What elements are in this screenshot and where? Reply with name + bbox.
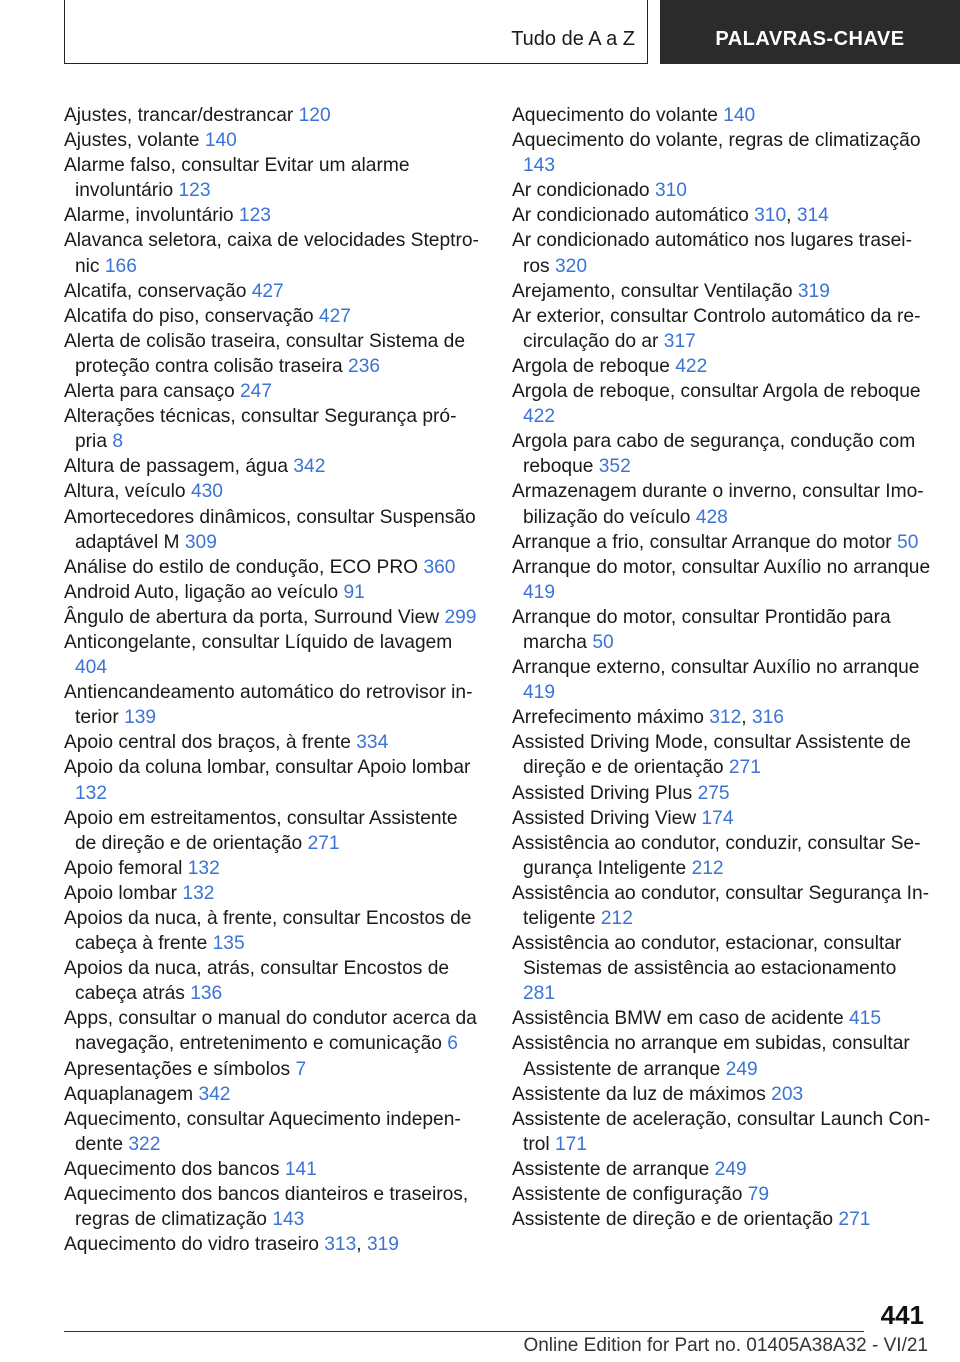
page-reference-link[interactable]: 6 (447, 1033, 458, 1055)
index-entry-text: Apoios da nuca, atrás, consultar Encostos de cabeça atrás (64, 958, 450, 1005)
index-entry-text: Assisted Driving Mode, consultar Assistente de direção e de orientação (512, 732, 911, 779)
page-reference-link[interactable]: 8 (112, 431, 124, 453)
index-entry (512, 655, 932, 705)
index-entry (64, 279, 479, 304)
index-entry-text: Assisted Driving View (512, 807, 697, 829)
index-entry-text: Ajustes, trancar/destrancar (64, 105, 294, 126)
index-entry-text: Assistência no arranque em subidas, consultar Assistente de arranque (512, 1033, 910, 1080)
index-entry (512, 806, 932, 831)
index-entry (64, 203, 479, 228)
index-entry-text: Apoios da nuca, à frente, consultar Encostos de cabeça à frente (64, 908, 472, 955)
index-entry (512, 379, 932, 429)
index-entry (64, 454, 479, 479)
page-reference-link[interactable]: 430 (190, 481, 223, 503)
page-reference-link[interactable]: 342 (293, 456, 326, 478)
index-entry (64, 1082, 479, 1107)
page-reference-link[interactable]: 316 (751, 707, 784, 729)
index-entry-text: Apoio em estreitamentos, consultar Assistente de direção e de orientação (64, 807, 458, 854)
index-entry (512, 1182, 932, 1207)
page-reference-link[interactable]: 404 (75, 657, 108, 679)
page-reference-link[interactable]: 422 (675, 355, 708, 377)
page-reference-link[interactable]: 360 (423, 556, 456, 578)
index-entry-text: Análise do estilo de condução, ECO PRO (64, 556, 419, 578)
index-entry-text: Apoio da coluna lombar, consultar Apoio lombar (64, 757, 471, 779)
page-reference-link[interactable]: 322 (128, 1133, 161, 1155)
page-reference-link[interactable]: 140 (204, 130, 237, 152)
index-entry-text: Assistência ao condutor, conduzir, consultar Segurança Inteligente (512, 832, 921, 879)
index-entry-text: Argola para cabo de segurança, condução com reboque (512, 431, 916, 478)
page-reference-link[interactable]: 132 (187, 857, 220, 879)
page-reference-link[interactable]: 132 (182, 882, 215, 904)
page-reference-link[interactable]: 281 (523, 983, 556, 1005)
page-reference-link[interactable]: 174 (701, 807, 734, 829)
index-entry-text: Amortecedores dinâmicos, consultar Suspensão adaptável M (64, 506, 476, 553)
page-reference-link[interactable]: 419 (523, 682, 556, 704)
header-chapter-box (64, 0, 648, 64)
index-entry (64, 680, 479, 730)
page-reference-link[interactable]: 123 (238, 205, 271, 227)
index-entry-text: Alavanca seletora, caixa de velocidades Steptronic (64, 230, 479, 277)
index-entry (512, 555, 932, 605)
index-entry-text: Armazenagem durante o inverno, consultar Imobilização do veículo (512, 481, 924, 528)
index-entry (64, 404, 479, 454)
index-entry-text: Aquecimento do volante (512, 105, 718, 126)
index-entry (512, 429, 932, 479)
index-entry (64, 605, 479, 630)
index-entry (64, 304, 479, 329)
footer-divider (64, 1331, 864, 1332)
index-entry-text: Argola de reboque, consultar Argola de reboque (512, 381, 921, 403)
header-section-tab (660, 0, 960, 64)
index-entry (512, 831, 932, 881)
index-entry (64, 856, 479, 881)
index-entry-text: Apoio central dos braços, à frente (64, 732, 351, 754)
page-reference-link[interactable]: 352 (598, 456, 631, 478)
index-entry (512, 178, 932, 203)
page-reference-link[interactable]: 271 (307, 832, 340, 854)
page-reference-link[interactable]: 275 (697, 782, 730, 804)
index-entry-text: Assisted Driving Plus (512, 782, 693, 804)
index-entry-text: Alarme, involuntário (64, 205, 234, 227)
index-entry-text: Alerta para cansaço (64, 381, 235, 403)
index-entry-text: Arranque do motor, consultar Prontidão para marcha (512, 606, 891, 653)
page-reference-link[interactable]: 140 (723, 105, 756, 126)
page-reference-link[interactable]: 317 (663, 330, 696, 352)
page-reference-link[interactable]: 422 (523, 406, 556, 428)
page-reference-link[interactable]: 427 (318, 305, 351, 327)
page-reference-link[interactable]: 120 (298, 105, 331, 126)
index-entry (64, 329, 479, 379)
page-reference-link[interactable]: 314 (796, 205, 829, 227)
page-reference-link[interactable]: 334 (356, 732, 389, 754)
page-reference-link[interactable]: 136 (190, 983, 223, 1005)
index-entry (64, 1182, 479, 1232)
page-reference-link[interactable]: 319 (797, 280, 830, 302)
section-title: PALAVRAS-CHAVE (715, 28, 905, 50)
page-reference-link[interactable]: 415 (849, 1008, 882, 1030)
index-entry-text: Alcatifa do piso, conservação (64, 305, 314, 327)
page-reference-link[interactable]: 310 (754, 205, 787, 227)
index-entry (64, 1057, 479, 1082)
index-entry-text: Alcatifa, conservação (64, 280, 247, 302)
index-entry (64, 103, 479, 128)
page-reference-link[interactable]: 91 (343, 581, 365, 603)
index-entry (64, 580, 479, 605)
page-reference-link[interactable]: 312 (709, 707, 742, 729)
index-entry (64, 379, 479, 404)
index-entry-text: Ângulo de abertura da porta, Surround View (64, 606, 440, 628)
index-entry-text: Assistência ao condutor, estacionar, consultar Sistemas de assistência ao estacionamento (512, 933, 902, 980)
index-entry (64, 755, 479, 805)
index-entry (64, 555, 479, 580)
index-entry-text: Alarme falso, consultar Evitar um alarme involuntário (64, 155, 410, 202)
page-reference-link[interactable]: 320 (555, 255, 588, 277)
index-entry: Arrefecimento máximo 312, 316 (512, 707, 784, 729)
index-entry: Aquecimento do vidro traseiro 313, 319 (64, 1234, 399, 1256)
page-number: 441 (880, 1300, 924, 1330)
index-entry-text: Aquecimento, consultar Aquecimento independente (64, 1108, 461, 1155)
page-reference-link[interactable]: 50 (897, 531, 919, 553)
index-entry-text: Altura, veículo (64, 481, 186, 503)
footer-edition-text: Online Edition for Part no. 01405A38A32 - VI/21 (523, 1335, 928, 1356)
page-reference-link[interactable]: 299 (444, 606, 477, 628)
page-reference-link[interactable]: 143 (523, 155, 556, 177)
index-entry-text: Aquecimento do vidro traseiro (64, 1234, 319, 1256)
index-entry-text: Assistente de arranque (512, 1158, 710, 1180)
page-reference-link[interactable]: 247 (240, 381, 273, 403)
page-reference-link[interactable]: 271 (728, 757, 761, 779)
index-entry-text: Apoio lombar (64, 882, 178, 904)
index-entry-text: Aquecimento dos bancos (64, 1158, 280, 1180)
index-entry (64, 630, 479, 680)
index-entry (64, 956, 479, 1006)
index-entry (64, 906, 479, 956)
index-entry (512, 1031, 932, 1081)
index-entry (64, 479, 479, 504)
index-entry (64, 128, 479, 153)
index-entry (512, 730, 932, 780)
index-entry-text: Aquaplanagem (64, 1083, 194, 1105)
page-reference-link[interactable]: 310 (654, 180, 687, 202)
index-entry-text: Alterações técnicas, consultar Segurança própria (64, 406, 457, 453)
page-reference-link[interactable]: 419 (523, 581, 556, 603)
index-entry-text: Assistente da luz de máximos (512, 1083, 766, 1105)
index-entry (64, 730, 479, 755)
index-column-left (64, 103, 479, 1257)
index-entry (64, 881, 479, 906)
index-entry (512, 1157, 932, 1182)
index-entry-text: Altura de passagem, água (64, 456, 289, 478)
index-entry (512, 1107, 932, 1157)
index-entry (512, 881, 932, 931)
index-entry (64, 228, 479, 278)
index-entry (64, 1107, 479, 1157)
index-entry-text: Android Auto, ligação ao veículo (64, 581, 339, 603)
index-entry (512, 103, 932, 128)
index-entry-text: Arejamento, consultar Ventilação (512, 280, 793, 302)
chapter-title: Tudo de A a Z (511, 28, 635, 50)
index-column-right (512, 103, 932, 1232)
index-entry-text: Assistente de aceleração, consultar Launch Control (512, 1108, 931, 1155)
index-entry (512, 228, 932, 278)
page-reference-link[interactable]: 143 (272, 1209, 305, 1231)
index-entry-text: Alerta de colisão traseira, consultar Sistema de proteção contra colisão traseira (64, 330, 465, 377)
index-entry-text: Aquecimento dos bancos dianteiros e traseiros, regras de climatização (64, 1184, 469, 1231)
index-entry (512, 354, 932, 379)
index-entry-text: Ajustes, volante (64, 130, 200, 152)
page-reference-link[interactable]: 271 (838, 1209, 871, 1231)
page-reference-link[interactable]: 249 (714, 1158, 747, 1180)
index-entry-text: Assistência BMW em caso de acidente (512, 1008, 844, 1030)
index-entry (512, 931, 932, 1006)
index-entry-text: Arrefecimento máximo (512, 707, 704, 729)
index-entry-text: Ar exterior, consultar Controlo automático da recirculação do ar (512, 305, 921, 352)
page-reference-link[interactable]: 319 (366, 1234, 399, 1256)
page-reference-link[interactable]: 79 (747, 1184, 770, 1206)
index-entry-text: Apresentações e símbolos (64, 1058, 291, 1080)
index-entry (64, 505, 479, 555)
index-entry-text: Anticongelante, consultar Líquido de lavagem (64, 631, 453, 653)
index-entry (512, 128, 932, 178)
index-entry-text: Antiencandeamento automático do retrovisor interior (64, 682, 473, 729)
index-entry (512, 1082, 932, 1107)
index-entry: Ar condicionado automático 310, 314 (512, 205, 829, 227)
index-entry-text: Assistente de configuração (512, 1184, 743, 1206)
page-reference-link[interactable]: 428 (695, 506, 728, 528)
index-entry-text: Apoio femoral (64, 857, 183, 879)
page-reference-link[interactable]: 427 (251, 280, 284, 302)
page-reference-link[interactable]: 236 (348, 355, 381, 377)
index-entry (64, 153, 479, 203)
page-reference-link[interactable]: 50 (592, 631, 614, 653)
index-entry (512, 605, 932, 655)
index-entry (64, 1006, 479, 1056)
page-reference-link[interactable]: 141 (284, 1158, 317, 1180)
index-entry-text: Ar condicionado automático nos lugares traseiros (512, 230, 912, 277)
index-entry (64, 806, 479, 856)
page-reference-link[interactable]: 132 (75, 782, 108, 804)
index-entry-text: Assistente de direção e de orientação (512, 1209, 834, 1231)
page-reference-link[interactable]: 135 (212, 933, 245, 955)
index-entry (512, 279, 932, 304)
index-entry-text: Aquecimento do volante, regras de climatização (512, 130, 921, 152)
index-entry (512, 1207, 932, 1232)
page-reference-link[interactable]: 313 (324, 1234, 357, 1256)
page-reference-link[interactable]: 139 (124, 707, 157, 729)
page-reference-link[interactable]: 7 (295, 1058, 307, 1080)
index-entry (512, 304, 932, 354)
index-entry-text: Arranque a frio, consultar Arranque do motor (512, 531, 892, 553)
index-entry-text: Arranque externo, consultar Auxílio no arranque (512, 657, 920, 679)
index-entry-text: Arranque do motor, consultar Auxílio no arranque (512, 556, 931, 578)
index-entry (512, 1006, 932, 1031)
index-entry-text: Argola de reboque (512, 355, 670, 377)
index-entry (512, 781, 932, 806)
index-entry (512, 530, 932, 555)
index-entry-text: Ar condicionado automático (512, 205, 749, 227)
index-entry-text: Assistência ao condutor, consultar Segurança Inteligente (512, 882, 930, 929)
page-reference-link[interactable]: 309 (184, 531, 217, 553)
page-reference-link[interactable]: 171 (555, 1133, 588, 1155)
page-reference-link[interactable]: 166 (104, 255, 137, 277)
index-entry-text: Ar condicionado (512, 180, 650, 202)
page-reference-link[interactable]: 212 (691, 857, 724, 879)
page-reference-link[interactable]: 249 (725, 1058, 758, 1080)
index-entry (512, 479, 932, 529)
page-reference-link[interactable]: 203 (771, 1083, 804, 1105)
index-entry-text: Apps, consultar o manual do condutor acerca da navegação, entretenimento e comunicação (64, 1008, 477, 1055)
index-entry (64, 1157, 479, 1182)
page-reference-link[interactable]: 123 (178, 180, 211, 202)
page-reference-link[interactable]: 342 (198, 1083, 231, 1105)
page-reference-link[interactable]: 212 (600, 908, 633, 929)
